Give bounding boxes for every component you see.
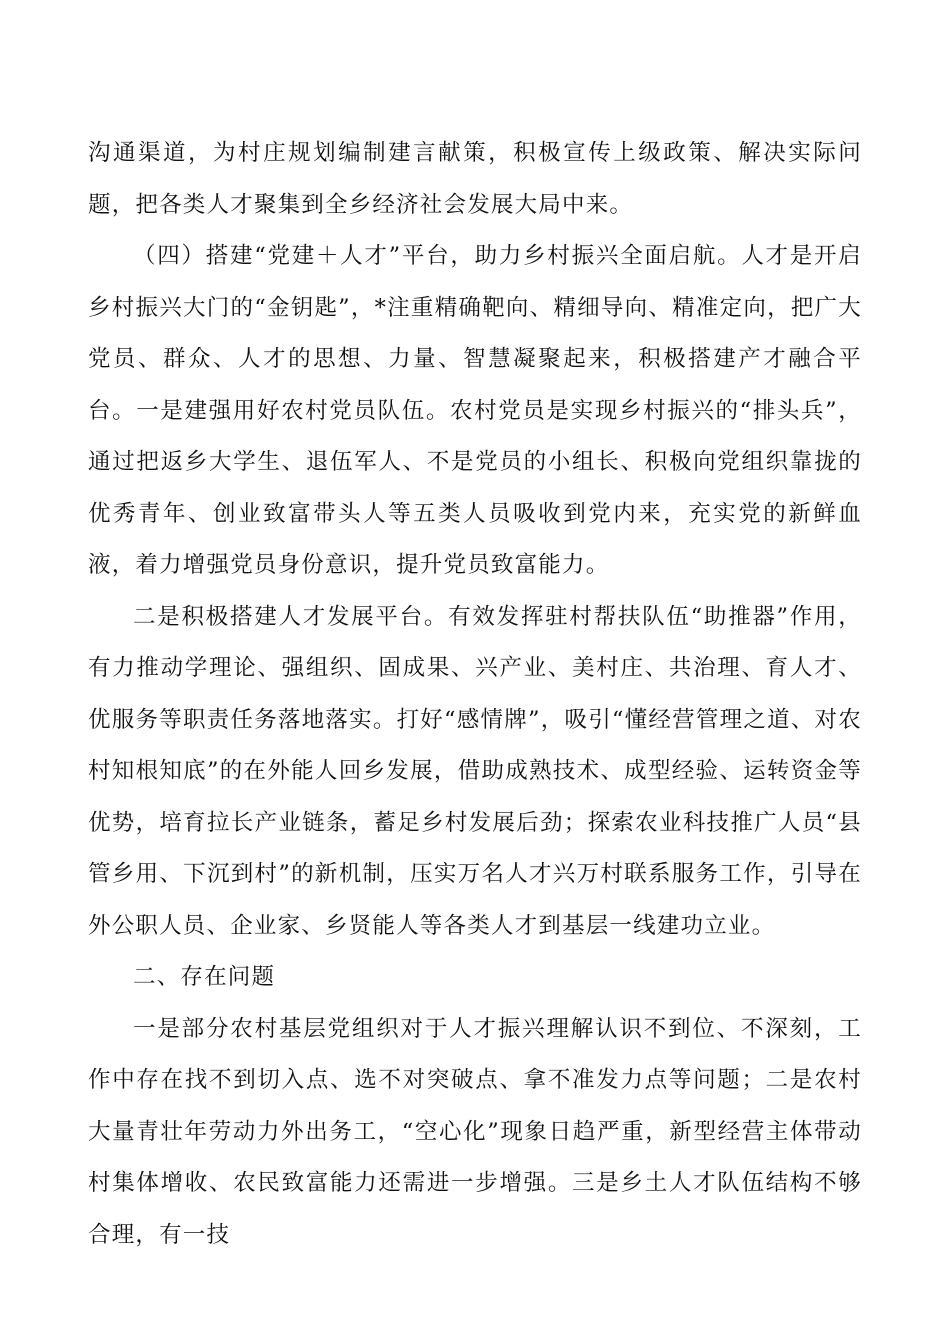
paragraph-talent-platform: 二是积极搭建人才发展平台。有效发挥驻村帮扶队伍“助推器”作用，有力推动学理论、强组织、固成果、兴产业、美村庄、共治理、育人才、优服务等职责任务落地落实。打好“感情牌”，吸引“懂经营管理之道、对农村知根知底”的在外能人回乡发展，借助成熟技术、成型经验、运转资金等优势，培育拉长产业链条，蓄足乡村发展后劲；探索农业科技推广人员“县管乡用、下沉到村”的新机制，压实万名人才兴万村联系服务工作，引导在外公职人员、企业家、乡贤能人等各类人才到基层一线建功立业。: [88, 603, 862, 939]
paragraph-section-four: （四）搭建“党建＋人才”平台，助力乡村振兴全面启航。人才是开启乡村振兴大门的“金钥匙”，*注重精确靶向、精细导向、精准定向，把广大党员、群众、人才的思想、力量、智慧凝聚起来，积极搭建产才融合平台。一是建强用好农村党员队伍。农村党员是实现乡村振兴的“排头兵”，通过把返乡大学生、退伍军人、不是党员的小组长、积极向党组织靠拢的优秀青年、创业致富带头人等五类人员吸收到党内来，充实党的新鲜血液，着力增强党员身份意识，提升党员致富能力。: [88, 243, 862, 578]
paragraph-continuation: 沟通渠道，为村庄规划编制建言献策，积极宣传上级政策、解决实际问题，把各类人才聚集到全乡经济社会发展大局中来。: [88, 140, 862, 218]
document-body: [88, 128, 862, 1261]
paragraph-problems: 一是部分农村基层党组织对于人才振兴理解认识不到位、不深刻，工作中存在找不到切入点、选不对突破点、拿不准发力点等问题；二是农村大量青壮年劳动力外出务工，“空心化”现象日趋严重，新型经营主体带动村集体增收、农民致富能力还需进一步增强。三是乡土人才队伍结构不够合理，有一技: [88, 1015, 862, 1248]
section-heading-problems: 二、存在问题: [133, 964, 276, 990]
